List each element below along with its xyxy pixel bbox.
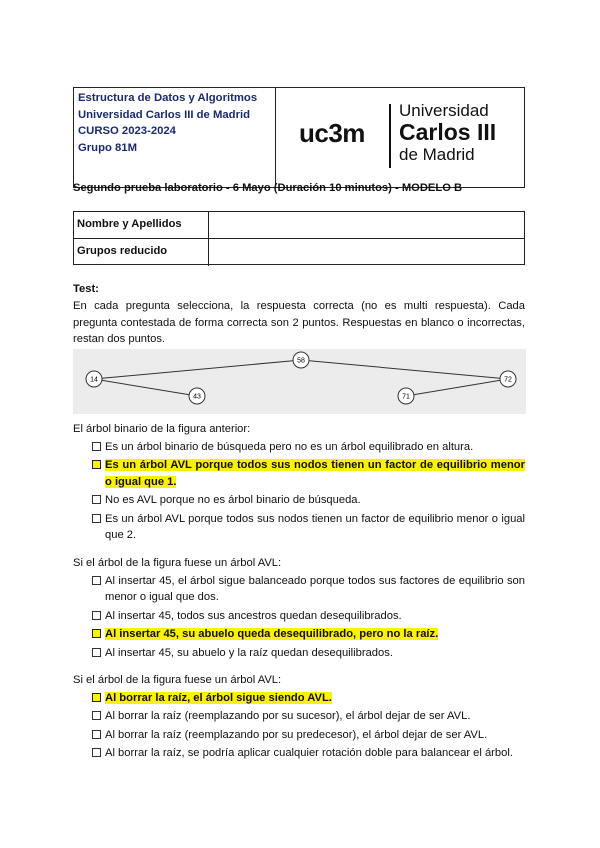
column-divider (208, 239, 209, 266)
checkbox[interactable] (92, 730, 101, 739)
tree-node-43 (189, 388, 205, 404)
checkbox[interactable] (92, 576, 101, 585)
column-divider (208, 212, 209, 238)
checkbox[interactable] (92, 629, 101, 638)
course-info (78, 90, 274, 156)
table-row (74, 212, 524, 239)
option-text: Al borrar la raíz, se podría aplicar cualquier rotación doble para balancear el árbol. (105, 747, 513, 759)
checkbox[interactable] (92, 693, 101, 702)
group-label: Grupos reducido (77, 245, 168, 257)
answer-option[interactable] (73, 608, 525, 625)
table-row (74, 239, 524, 266)
node-label: 58 (297, 357, 305, 365)
option-text: Es un árbol AVL porque todos sus nodos tienen un factor de equilibrio menor o igual que 1. (105, 459, 525, 488)
logo-line-1: Universidad (399, 101, 489, 120)
option-text: No es AVL porque no es árbol binario de búsqueda. (105, 494, 361, 506)
answer-option[interactable] (73, 439, 525, 456)
exam-title: Segundo prueba laboratorio - 6 Mayo (Duración 10 minutos) - MODELO B (73, 182, 463, 194)
course-name: Estructura de Datos y Algoritmos (78, 92, 258, 104)
option-text: Al insertar 45, todos sus ancestros quedan desequilibrados. (105, 609, 402, 622)
checkbox[interactable] (92, 514, 101, 523)
name-field[interactable] (210, 213, 523, 237)
node-label: 72 (504, 376, 512, 384)
answer-option[interactable] (73, 511, 525, 544)
student-info-table (73, 211, 525, 265)
checkbox[interactable] (92, 748, 101, 757)
question-1 (73, 421, 525, 546)
option-text: Al borrar la raíz, el árbol sigue siendo AVL. (105, 691, 332, 704)
header-box (73, 87, 525, 188)
logo-mark: uc3m (299, 118, 365, 148)
checkbox[interactable] (92, 711, 101, 720)
header-divider (275, 87, 276, 188)
checkbox[interactable] (92, 648, 101, 657)
answer-option[interactable] (73, 573, 525, 606)
option-text: Es un árbol AVL porque todos sus nodos tienen un factor de equilibrio menor o igual que 2. (105, 512, 525, 541)
logo-separator (389, 104, 391, 168)
tree-node-72 (500, 371, 516, 387)
answer-option-highlighted[interactable] (73, 690, 525, 707)
question-stem: Si el árbol de la figura fuese un árbol AVL: (73, 674, 282, 686)
answer-option[interactable] (73, 645, 525, 662)
checkbox[interactable] (92, 495, 101, 504)
logo-line-3: de Madrid (399, 145, 475, 164)
checkbox[interactable] (92, 460, 101, 469)
question-2 (73, 555, 525, 663)
node-label: 43 (193, 393, 201, 401)
option-text: Al insertar 45, su abuelo y la raíz quedan desequilibrados. (105, 646, 393, 659)
option-text: Al borrar la raíz (reemplazando por su sucesor), el árbol dejar de ser AVL. (105, 710, 471, 722)
option-text: Al borrar la raíz (reemplazando por su predecesor), el árbol dejar de ser AVL. (105, 728, 488, 741)
answer-option[interactable] (73, 708, 525, 725)
tree-node-14 (86, 371, 102, 387)
tree-node-71 (398, 388, 414, 404)
question-stem: El árbol binario de la figura anterior: (73, 423, 251, 435)
group-field[interactable] (210, 240, 523, 265)
answer-option[interactable] (73, 492, 525, 509)
node-label: 71 (402, 393, 410, 401)
edge-58-14 (94, 360, 301, 379)
course-year: CURSO 2023-2024 (78, 125, 176, 137)
edge-58-72 (301, 360, 508, 379)
test-label: Test: (73, 283, 99, 295)
tree-node-58 (293, 352, 309, 368)
university-logo (299, 96, 511, 176)
edge-72-71 (406, 379, 508, 396)
answer-option-highlighted[interactable] (73, 457, 525, 490)
tree-figure (73, 349, 526, 414)
option-text: Es un árbol binario de búsqueda pero no es un árbol equilibrado en altura. (105, 440, 474, 453)
question-3 (73, 672, 525, 764)
edge-14-43 (94, 379, 197, 396)
name-label: Nombre y Apellidos (77, 218, 182, 230)
university-name: Universidad Carlos III de Madrid (78, 108, 251, 121)
answer-option-highlighted[interactable] (73, 626, 525, 643)
option-text: Al insertar 45, el árbol sigue balanceado porque todos sus factores de equilibrio son menor o igual que dos. (105, 574, 525, 603)
option-text: Al insertar 45, su abuelo queda desequilibrado, pero no la raíz. (105, 628, 439, 640)
tree-diagram (73, 349, 526, 414)
question-stem: Si el árbol de la figura fuese un árbol AVL: (73, 557, 282, 569)
checkbox[interactable] (92, 611, 101, 620)
answer-option[interactable] (73, 727, 525, 744)
instructions: En cada pregunta selecciona, la respuesta correcta (no es multi respuesta). Cada pregunta contestada de forma correcta son 2 puntos. Respuestas en blanco o incorrectas, restan dos puntos. (73, 300, 525, 345)
answer-option[interactable] (73, 745, 525, 762)
group-name: Grupo 81M (78, 141, 137, 154)
node-label: 14 (90, 376, 98, 384)
checkbox[interactable] (92, 442, 101, 451)
logo-line-2: Carlos III (399, 119, 497, 145)
